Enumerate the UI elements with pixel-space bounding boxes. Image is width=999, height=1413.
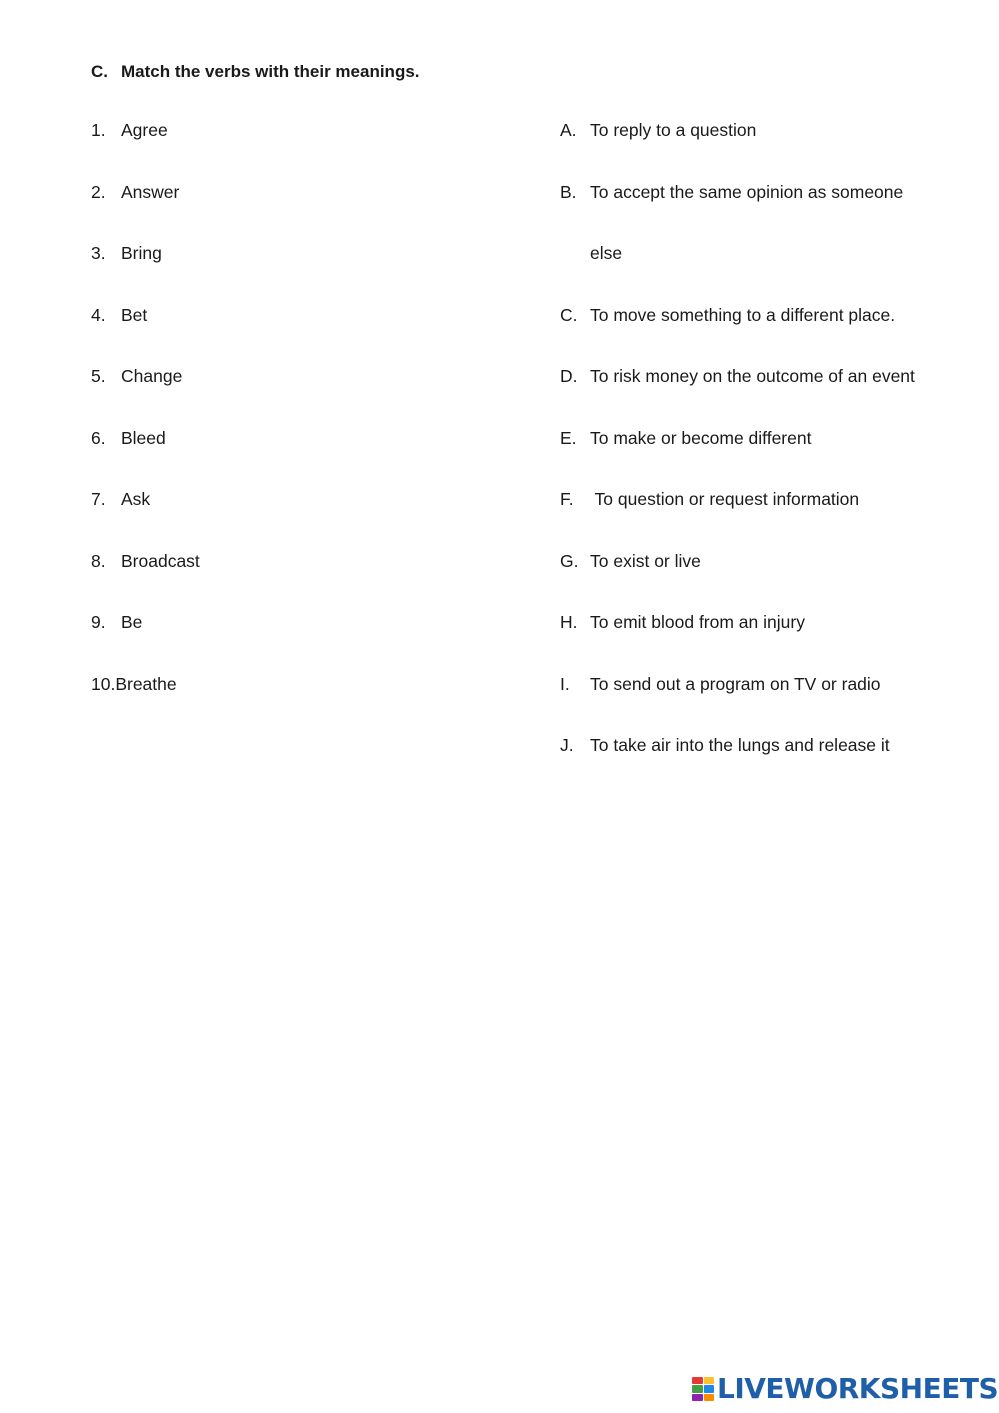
verb-number: 8. (91, 551, 106, 571)
meaning-text: To exist or live (590, 551, 701, 571)
verb-item (91, 488, 150, 510)
section-instruction: Match the verbs with their meanings. (121, 62, 420, 81)
verb-item (91, 242, 162, 264)
meaning-text: To make or become different (590, 428, 812, 448)
logo-block (692, 1385, 703, 1392)
meaning-letter: F. (560, 489, 574, 509)
verb-number: 2. (91, 182, 106, 202)
verb-word: Change (121, 366, 183, 386)
logo-block (704, 1385, 715, 1392)
meaning-text: To take air into the lungs and release it (590, 735, 890, 755)
verb-word: Agree (121, 120, 168, 140)
meaning-item (560, 611, 805, 633)
section-letter: C. (91, 62, 108, 81)
verb-item (91, 181, 179, 203)
verb-word: Broadcast (121, 551, 200, 571)
liveworksheets-logo[interactable] (692, 1374, 998, 1404)
verb-number: 9. (91, 612, 106, 632)
meaning-item (560, 550, 701, 572)
verb-word: Ask (121, 489, 151, 509)
meaning-text: To question or request information (590, 489, 860, 509)
meaning-text: To risk money on the outcome of an event (590, 366, 915, 386)
meaning-letter: D. (560, 366, 578, 386)
verb-number: 5. (91, 366, 106, 386)
verb-number: 6. (91, 428, 106, 448)
verb-item (91, 427, 166, 449)
meaning-item (560, 365, 915, 387)
meaning-text: To emit blood from an injury (590, 612, 805, 632)
verb-word: Bring (121, 243, 162, 263)
meaning-text: To reply to a question (590, 120, 757, 140)
logo-block (692, 1377, 703, 1384)
verb-word: Bet (121, 305, 148, 325)
verb-word: Bleed (121, 428, 166, 448)
verb-number: 1. (91, 120, 106, 140)
meaning-letter: G. (560, 551, 579, 571)
verb-item (91, 119, 168, 141)
verb-word: Be (121, 612, 143, 632)
meaning-text: To accept the same opinion as someone (590, 182, 904, 202)
verb-number: 4. (91, 305, 106, 325)
verb-item (91, 365, 182, 387)
meaning-letter: A. (560, 120, 577, 140)
meaning-item (560, 119, 756, 141)
meaning-letter: B. (560, 182, 577, 202)
meaning-item (560, 734, 890, 756)
meaning-letter: C. (560, 305, 578, 325)
logo-block (692, 1394, 703, 1401)
verb-item (91, 304, 147, 326)
meaning-letter: H. (560, 612, 578, 632)
verb-number: 7. (91, 489, 106, 509)
meaning-item (560, 427, 811, 449)
verb-item (91, 550, 200, 572)
logo-block (704, 1377, 715, 1384)
meaning-item (560, 181, 903, 203)
meaning-item (560, 304, 895, 326)
meaning-letter: E. (560, 428, 577, 448)
liveworksheets-logo-icon (692, 1377, 714, 1401)
meaning-item (560, 673, 881, 695)
meaning-letter: J. (560, 735, 574, 755)
logo-block (704, 1394, 715, 1401)
meaning-letter: I. (560, 674, 570, 694)
section-heading (91, 62, 420, 82)
verb-item (91, 611, 142, 633)
meaning-continuation: else (590, 243, 623, 263)
verb-number: 3. (91, 243, 106, 263)
verb-item (91, 673, 177, 695)
meaning-text: To send out a program on TV or radio (590, 674, 881, 694)
meaning-text: To move something to a different place. (590, 305, 896, 325)
logo-wordmark: LIVEWORKSHEETS (717, 1372, 999, 1405)
verb-word: Answer (121, 182, 180, 202)
meaning-item (560, 488, 859, 510)
verb-word: Breathe (115, 674, 177, 694)
verb-number: 10. (91, 674, 116, 694)
